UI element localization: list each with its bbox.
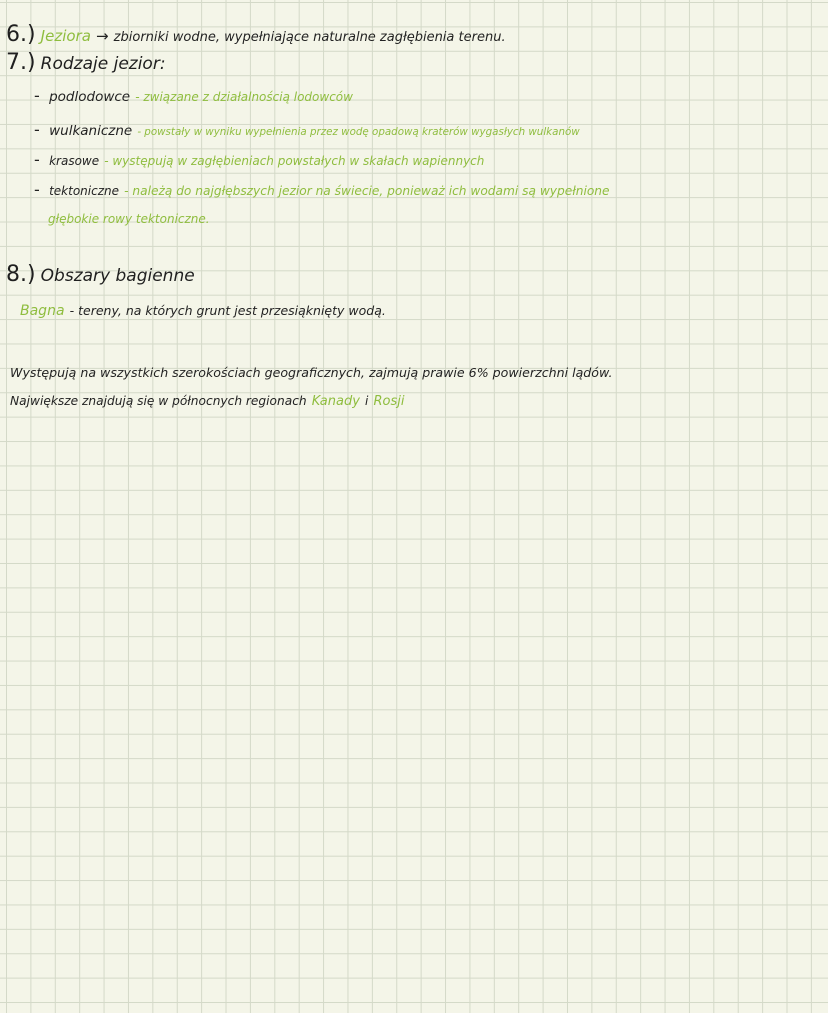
bagna-term: Bagna <box>20 303 65 319</box>
bagna-definition-line <box>20 300 386 319</box>
paragraph-line-1 <box>10 362 613 381</box>
list-item: - wulkaniczne - powstały w wyniku wypełnienia przez wodę opadową kraterów wygasłych wulkanów <box>34 120 580 139</box>
bagna-definition: - tereny, na których grunt jest przesiąknięty wodą. <box>69 303 386 318</box>
paragraph-line-2 <box>10 390 404 409</box>
lake-type-name: wulkaniczne <box>49 123 133 139</box>
section-6-line <box>6 22 506 47</box>
arrow-icon: → <box>96 27 109 45</box>
lake-type-desc: - występują w zagłębieniach powstałych w skałach wapiennych <box>104 154 485 168</box>
section-8-number: 8.) <box>6 262 36 287</box>
paragraph-2-start: Największe znajdują się w północnych regionach <box>10 394 307 408</box>
lake-type-desc-continued: głębokie rowy tektoniczne. <box>48 212 210 226</box>
lake-type-desc: - związane z działalnością lodowców <box>135 90 353 104</box>
lake-type-desc: - powstały w wyniku wypełnienia przez wodę opadową kraterów wygasłych wulkanów <box>137 126 580 138</box>
lake-type-name: krasowe <box>49 154 100 168</box>
section-6-term: Jeziora <box>40 27 91 45</box>
lake-type-name: tektoniczne <box>49 184 120 198</box>
section-7-heading-line <box>6 50 166 75</box>
conjunction: i <box>365 394 369 408</box>
section-6-definition: zbiorniki wodne, wypełniające naturalne zagłębienia terenu. <box>113 30 506 45</box>
lake-type-name: podlodowce <box>49 89 131 105</box>
list-item-continuation <box>48 208 210 227</box>
lake-type-desc: - należą do najgłębszych jezior na świecie, ponieważ ich wodami są wypełnione <box>124 184 610 198</box>
country-canada: Kanady <box>311 394 360 409</box>
list-item: - krasowe - występują w zagłębieniach powstałych w skałach wapiennych <box>34 150 485 169</box>
section-7-heading: Rodzaje jezior: <box>40 54 166 74</box>
section-8-heading-line <box>6 262 195 287</box>
list-item: - tektoniczne - należą do najgłębszych jezior na świecie, ponieważ ich wodami są wypełnione <box>34 180 610 199</box>
section-7-number: 7.) <box>6 50 36 75</box>
section-8-heading: Obszary bagienne <box>40 266 195 286</box>
section-6-number: 6.) <box>6 22 36 47</box>
country-russia: Rosji <box>373 394 405 409</box>
list-item: - podlodowce - związane z działalnością lodowców <box>34 86 353 105</box>
paragraph-1: Występują na wszystkich szerokościach geograficznych, zajmują prawie 6% powierzchni lądów. <box>10 365 613 380</box>
